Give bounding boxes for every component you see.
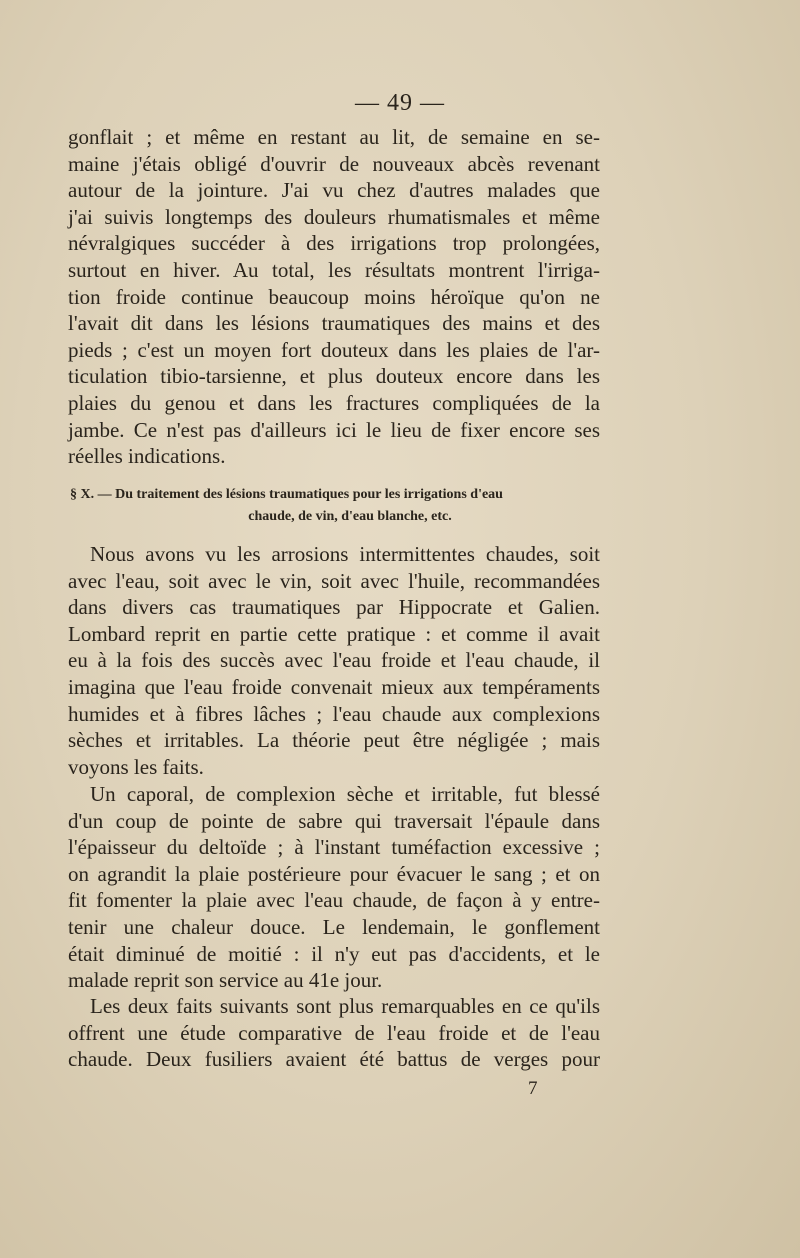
text-line: l'avait dit dans les lésions traumatiques des mains et des [68, 311, 600, 336]
text-line: avec l'eau, soit avec le vin, soit avec l'huile, recommandées [68, 568, 600, 593]
text-line: d'un coup de pointe de sabre qui traversait l'épaule dans [68, 808, 600, 833]
text-line: malade reprit son service au 41e jour. [68, 968, 383, 993]
text-line: pieds ; c'est un moyen fort douteux dans les plaies de l'ar- [68, 337, 600, 362]
text-line: jambe. Ce n'est pas d'ailleurs ici le lieu de fixer encore ses [68, 417, 600, 442]
text-line: ticulation tibio-tarsienne, et plus douteux encore dans les [68, 364, 600, 389]
text-line: on agrandit la plaie postérieure pour évacuer le sang ; et on [68, 861, 600, 886]
text-line: humides et à fibres lâches ; l'eau chaude aux complexions [68, 701, 600, 726]
signature-mark: 7 [528, 1078, 538, 1099]
paragraph-1 [68, 124, 600, 470]
text-line: voyons les faits. [68, 754, 204, 779]
text-line: imagina que l'eau froide convenait mieux aux tempéraments [68, 674, 600, 699]
text-line: plaies du genou et dans les fractures compliquées de la [68, 390, 600, 415]
text-line: offrent une étude comparative de l'eau froide et de l'eau [68, 1020, 600, 1045]
text-line: fit fomenter la plaie avec l'eau chaude, de façon à y entre- [68, 888, 600, 913]
text-line: Les deux faits suivants sont plus remarquables en ce qu'ils [90, 994, 600, 1018]
paragraph-3 [68, 781, 600, 994]
paragraph-4 [68, 993, 600, 1073]
page-number: — 49 — [355, 90, 445, 116]
text-line: j'ai suivis longtemps des douleurs rhumatismales et même [68, 204, 600, 229]
text-line: Nous avons vu les arrosions intermittentes chaudes, soit [90, 542, 600, 566]
section-heading-line-1: § X. — Du traitement des lésions traumatiques pour les irrigations d'eau [70, 487, 503, 502]
text-line: chaude. Deux fusiliers avaient été battus de verges pour [68, 1047, 600, 1072]
text-line: névralgiques succéder à des irrigations trop prolongées, [68, 231, 600, 256]
text-line: était diminué de moitié : il n'y eut pas d'accidents, et le [68, 941, 600, 966]
text-line: gonflait ; et même en restant au lit, de semaine en se- [68, 125, 600, 149]
paragraph-2 [68, 541, 600, 780]
text-line: eu à la fois des succès avec l'eau froide et l'eau chaude, il [68, 648, 600, 673]
text-line: tenir une chaleur douce. Le lendemain, le gonflement [68, 914, 600, 939]
text-line: l'épaisseur du deltoïde ; à l'instant tuméfaction excessive ; [68, 835, 600, 860]
section-heading [70, 484, 600, 528]
text-line: surtout en hiver. Au total, les résultats montrent l'irriga- [68, 257, 600, 282]
text-line: tion froide continue beaucoup moins héroïque qu'on ne [68, 284, 600, 309]
text-line: maine j'étais obligé d'ouvrir de nouveaux abcès revenant [68, 151, 600, 176]
section-heading-line-2: chaude, de vin, d'eau blanche, etc. [248, 509, 452, 524]
text-line: sèches et irritables. La théorie peut être négligée ; mais [68, 728, 600, 753]
text-line: dans divers cas traumatiques par Hippocrate et Galien. [68, 595, 600, 620]
text-line: réelles indications. [68, 444, 226, 469]
text-line: Lombard reprit en partie cette pratique : et comme il avait [68, 621, 600, 646]
text-line: autour de la jointure. J'ai vu chez d'autres malades que [68, 178, 600, 203]
text-line: Un caporal, de complexion sèche et irritable, fut blessé [90, 782, 600, 806]
